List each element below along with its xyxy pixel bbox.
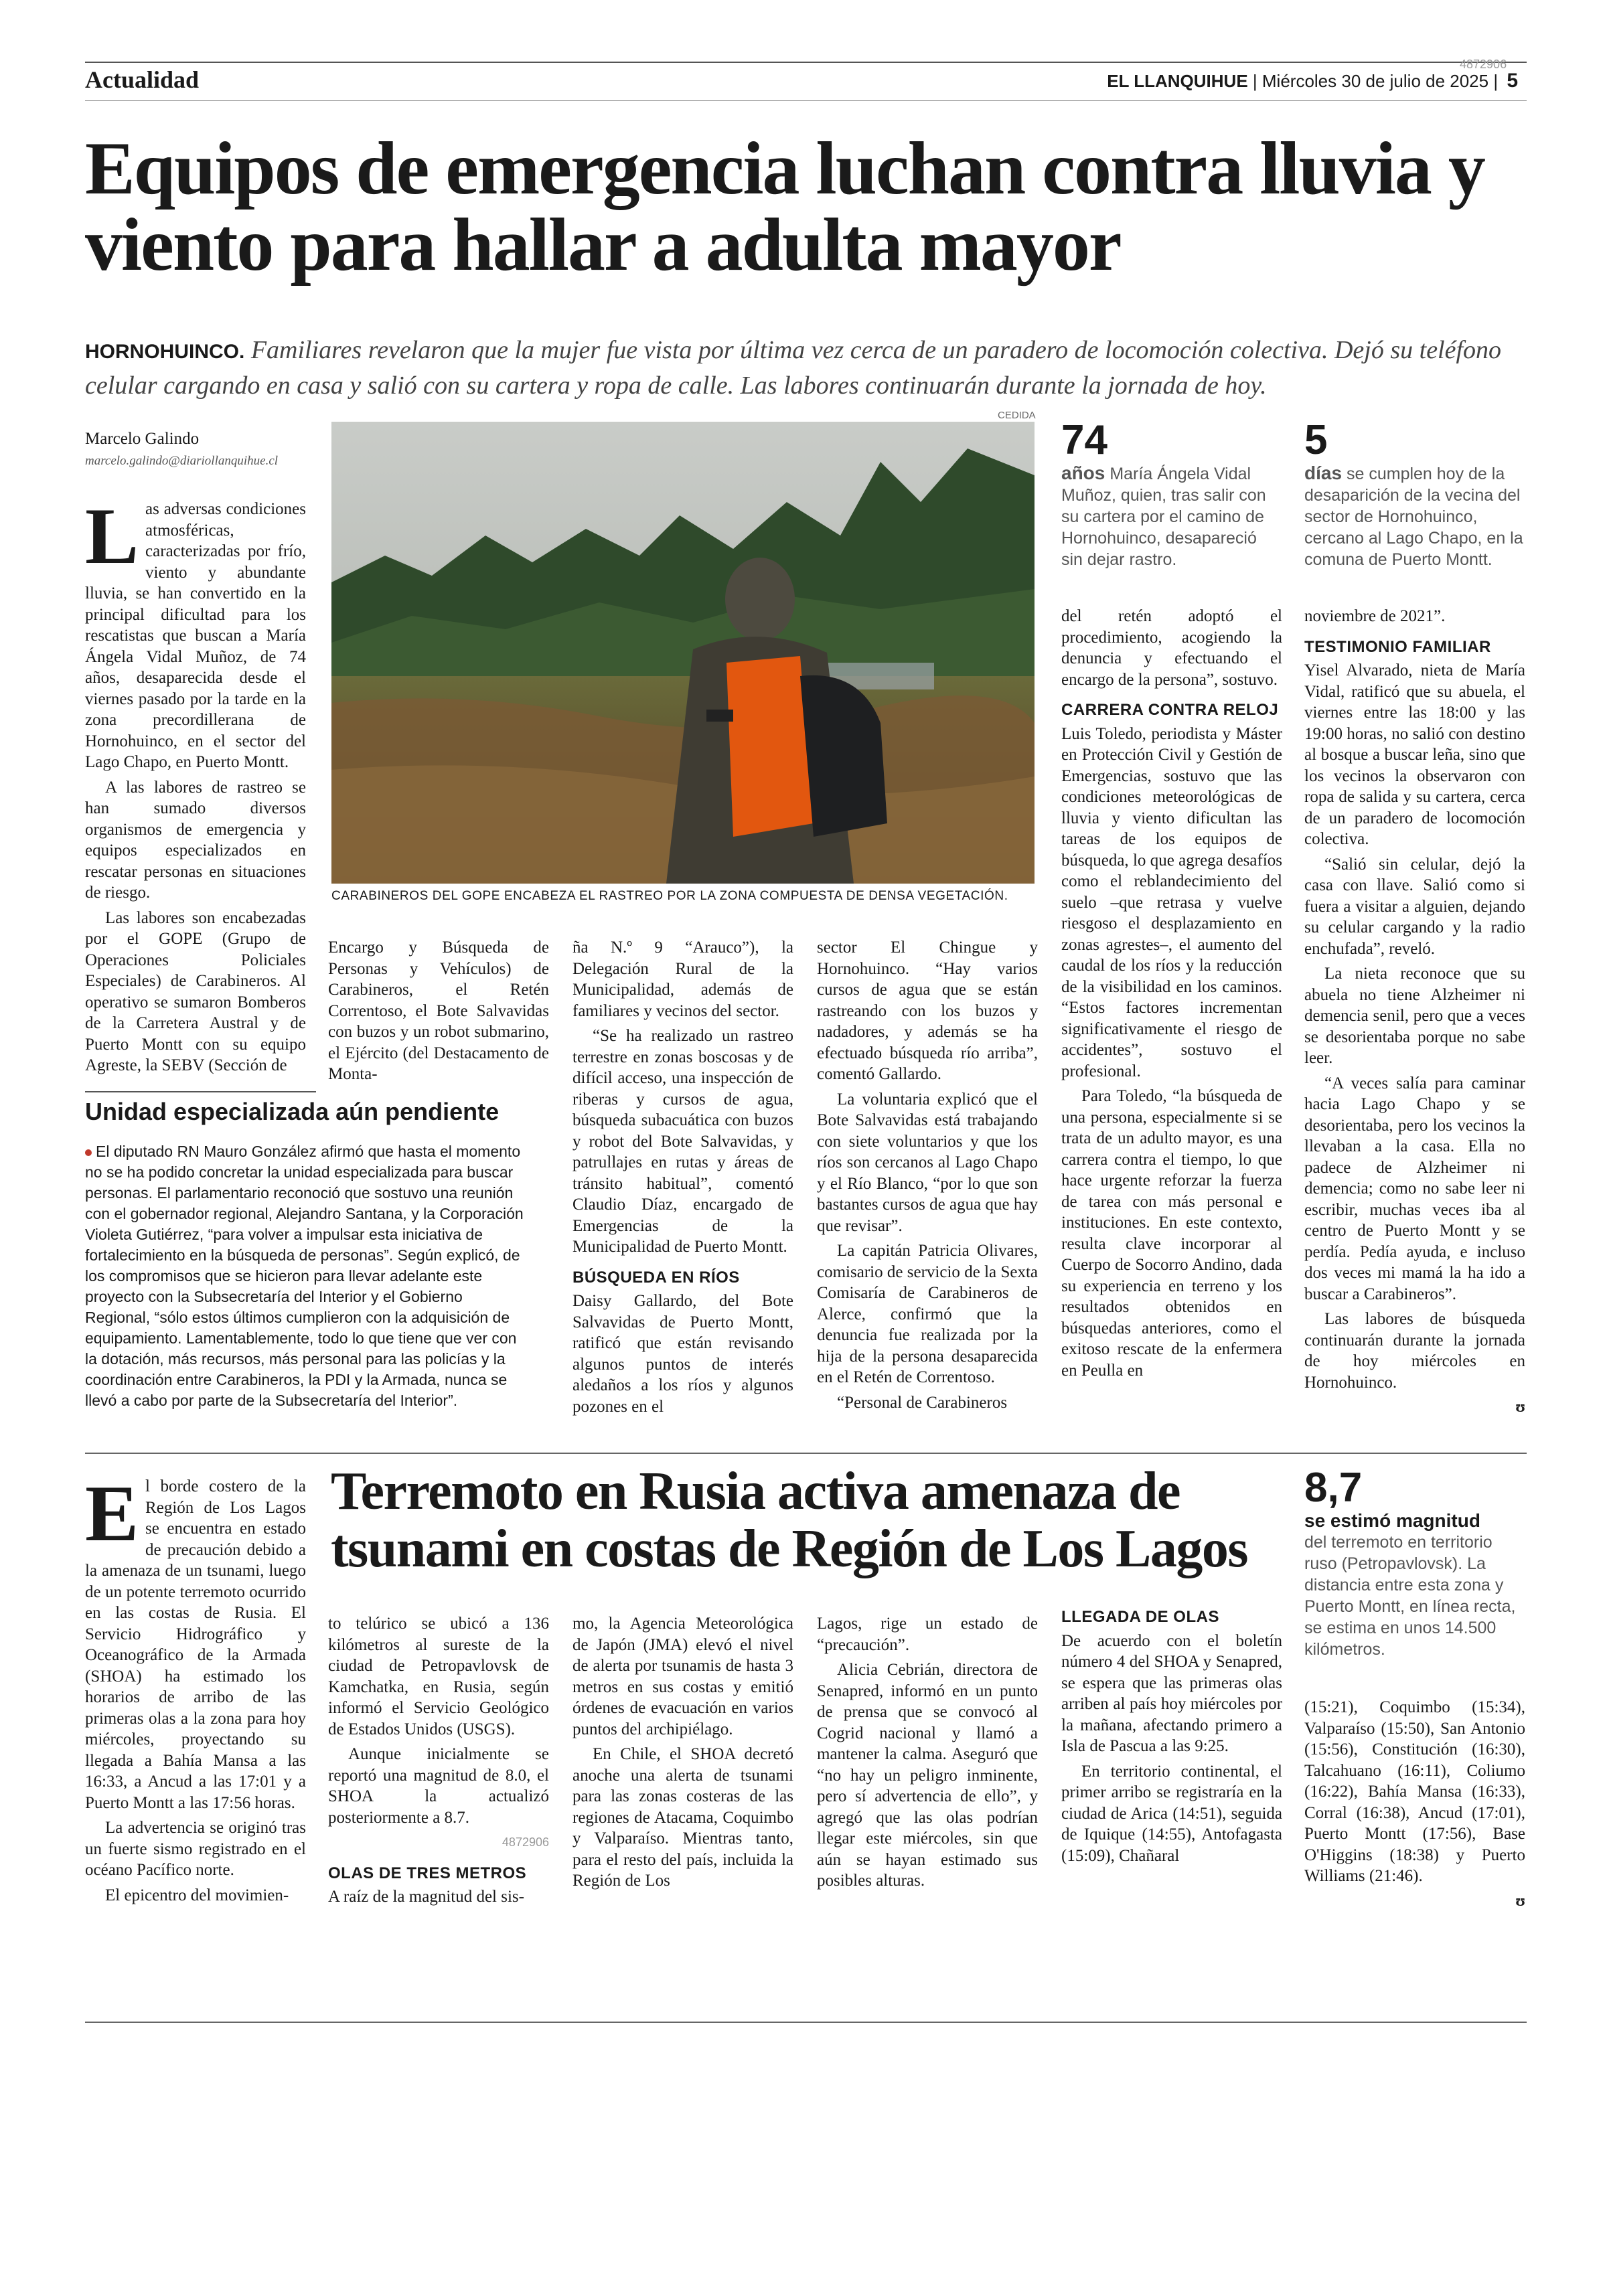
sidebox-body: El diputado RN Mauro González afirmó que hasta el momento no se ha podido concretar la unidad especializada para buscar personas. El parlamentario reconoció que sostuvo una reunión con el gobernador regional, Alejandro Santana, y la Corporación Violeta Gutiérrez, “para volver a impulsar esta iniciativa de fortalecimiento en la búsqueda de personas”. Según explicó, de los compromisos que se hicieron para llevar adelante este proyecto con la Subsecretaría del Interior y el Gobierno Regional, “sólo estos últimos cumplieron con la adquisición de equipamiento. Lamentablemente, todo lo que tiene que ver con la dotación, más recursos, más personal para las policías y la coordinación entre Carabineros, la PDI y la Armada, nunca se llevó a cabo por parte de la Subsecretaría del Interior”.: [85, 1143, 524, 1409]
paragraph: del retén adoptó el procedimiento, acogiendo la denuncia y efectuando el encargo de la persona”, sostuvo.: [1061, 607, 1282, 689]
stat-number: 5: [1304, 417, 1328, 463]
subheading: OLAS DE TRES METROS: [328, 1864, 527, 1882]
stat-number: 8,7: [1304, 1465, 1363, 1511]
article1-lead: [85, 333, 1531, 402]
subheading: TESTIMONIO FAMILIAR: [1304, 637, 1491, 656]
paragraph: A raíz de la magnitud del sis-: [328, 1888, 524, 1906]
stat-label: se estimó magnitud: [1304, 1510, 1480, 1531]
bullet-icon: [85, 1149, 92, 1156]
paragraph: La capitán Patricia Olivares, comisario de servicio de la Sexta Comisaría de Carabineros de Alerce, confirmó que la denuncia fue realizada por la hija de la persona desaparecida en el Retén de Correntoso.: [817, 1242, 1038, 1386]
article1-col5: [1061, 606, 1282, 1385]
paragraph: mo, la Agencia Meteorológica de Japón (JMA) elevó el nivel de alerta por tsunamis de hasta 3 metros en sus costas y emitió órdenes de evacuación en varios puntos del archipiélago.: [572, 1615, 793, 1738]
sidebox-text: [85, 1141, 527, 1411]
paragraph: De acuerdo con el boletín número 4 del SHOA y Senapred, se espera que las primeras olas arriben al país hoy miércoles por la mañana, afectando primero a Isla de Pascua a las 9:25.: [1061, 1631, 1282, 1755]
article2-col3: [572, 1613, 793, 1896]
issue-date: Miércoles 30 de julio de 2025: [1261, 71, 1489, 91]
paragraph: En Chile, el SHOA decretó anoche una alerta de tsunami para las zonas costeras de las regiones de Atacama, Coquimbo y Valparaíso. Mientras tanto, para el resto del país, incluida la Región de Los: [572, 1745, 793, 1890]
article1-col6: [1304, 606, 1525, 1418]
article2-col4: [817, 1613, 1038, 1896]
rescuer-forest-photo: [331, 422, 1035, 884]
paragraph: La nieta reconoce que su abuela no tiene Alzheimer ni demencia senil, pero que a veces se desorientaba porque no sabe leer.: [1304, 965, 1525, 1067]
article1-col1: [85, 491, 306, 1080]
paragraph: ña N.º 9 “Arauco”), la Delegación Rural de la Municipalidad, además de familiares y vecinos del sector.: [572, 938, 793, 1020]
paragraph: Daisy Gallardo, del Bote Salvavidas de Puerto Montt, ratificó que están revisando algunos puntos de interés aledaños a los ríos y algunos pozones en el: [572, 1292, 793, 1416]
stat-days: [1304, 418, 1525, 570]
article2-col2: [328, 1613, 549, 1912]
lead-keyword: HORNOHUINCO.: [85, 341, 245, 363]
paragraph: (15:21), Coquimbo (15:34), Valparaíso (15:50), San Antonio (15:56), Constitución (16:30), Talcahuano (16:11), Coliumo (16:22), Bahía Mansa (16:33), Corral (16:38), Ancud (17:01), Puerto Montt (17:56), Base O'Higgins (18:38) y Puerto Williams (21:46).: [1304, 1698, 1525, 1885]
article2-headline: Terremoto en Rusia activa amenaza de tsunami en costas de Región de Los Lagos: [331, 1462, 1248, 1578]
dropcap: E: [85, 1469, 139, 1558]
publication-name: EL LLANQUIHUE: [1107, 71, 1248, 91]
stat-text: se cumplen hoy de la desaparición de la vecina del sector de Hornohuinco, cercano al Lago Chapo, en la comuna de Puerto Montt.: [1304, 465, 1523, 569]
paragraph: “Personal de Carabineros: [837, 1393, 1008, 1412]
stat-text: del terremoto en territorio ruso (Petropavlovsk). La distancia entre esta zona y Puerto Montt, en línea recta, se estima en unos 14.500 kilómetros.: [1304, 1533, 1516, 1659]
subheading: LLEGADA DE OLAS: [1061, 1608, 1219, 1626]
paragraph: Las labores son encabezadas por el GOPE (Grupo de Operaciones Policiales Especiales) de Carabineros. Al operativo se sumaron Bomberos de la Carretera Austral y de Puerto Montt con su equipo Agreste, la SEBV (Sección de: [85, 908, 306, 1074]
stat-text: María Ángela Vidal Muñoz, quien, tras salir con su cartera por el camino de Hornohuinco, desapareció sin dejar rastro.: [1061, 465, 1266, 569]
article1-headline: Equipos de emergencia luchan contra lluvia y viento para hallar a adulta mayor: [85, 127, 1484, 286]
stat-label: años: [1061, 463, 1105, 483]
page-stamp: 4872906: [1460, 58, 1507, 71]
paragraph: Encargo y Búsqueda de Personas y Vehículos) de Carabineros, el Retén Correntoso, el Bote Salvavidas con buzos y un robot submarino, el Ejército (del Destacamento de Monta-: [328, 938, 549, 1083]
author-name: Marcelo Galindo: [85, 430, 200, 448]
paragraph: sector El Chingue y Hornohuinco. “Hay varios cursos de agua que se están rastreando con los buzos y nadadores, y además se ha efectuado búsqueda río arriba”, comentó Gallardo.: [817, 938, 1038, 1083]
paragraph: Aunque inicialmente se reportó una magnitud de 8.0, el SHOA la actualizó posteriormente a 8.7.: [328, 1745, 549, 1827]
article1-col3: [572, 937, 793, 1421]
paragraph: Las labores de búsqueda continuarán durante la jornada de hoy miércoles en Hornohuinco.: [1304, 1310, 1525, 1392]
stat-number: 74: [1061, 417, 1107, 463]
article1-col2: [328, 937, 549, 1089]
paragraph: Lagos, rige un estado de “precaución”.: [817, 1615, 1038, 1654]
paragraph: to telúrico se ubicó a 136 kilómetros al sureste de la ciudad de Petropavlovsk de Kamchatka, en Rusia, según informó el Servicio Geológico de Estados Unidos (USGS).: [328, 1615, 549, 1738]
end-mark: ʊ: [1515, 1892, 1525, 1910]
subheading: BÚSQUEDA EN RÍOS: [572, 1268, 740, 1287]
author-email: marcelo.galindo@diariollanquihue.cl: [85, 454, 279, 468]
stat-label: días: [1304, 463, 1343, 483]
paragraph: Yisel Alvarado, nieta de María Vidal, ratificó que su abuela, el viernes entre las 18:00 y las 19:00 horas, no salió con destino al bosque a buscar leña, sino que los vecinos la observaron con ropa de salida y su cartera, cerca de un paradero de locomoción colectiva.: [1304, 661, 1525, 848]
article2-col5: [1061, 1607, 1282, 1870]
sidebox-title: Unidad especializada aún pendiente: [85, 1098, 500, 1125]
page-stamp: 4872906: [502, 1835, 549, 1849]
photo-credit: CEDIDA: [998, 410, 1036, 421]
masthead: EL LLANQUIHUE | Miércoles 30 de julio de 2025 | 5: [1107, 70, 1518, 92]
page-number: 5: [1507, 70, 1518, 92]
section-label: Actualidad: [85, 66, 200, 93]
paragraph: as adversas condiciones atmosféricas, caracterizadas por frío, viento y abundante lluvia, se han convertido en la principal dificultad para los rescatistas que buscan a María Ángela Vidal Muñoz, de 74 años, desaparecida desde el viernes pasado por la tarde en la zona precordillerana de Hornohuinco, en el sector del Lago Chapo, en Puerto Montt.: [85, 500, 306, 771]
end-mark: ʊ: [1515, 1398, 1525, 1416]
article1-col4: [817, 937, 1038, 1417]
subheading: CARRERA CONTRA RELOJ: [1061, 701, 1279, 719]
article2-col6: [1304, 1697, 1525, 1912]
paragraph: La voluntaria explicó que el Bote Salvavidas está trabajando con siete voluntarios y que los ríos son cercanos al Lago Chapo y el Río Blanco, “por lo que son bastantes cursos de agua que hay que revisar”.: [817, 1090, 1038, 1235]
paragraph: “Salió sin celular, dejó la casa con llave. Salió como si fuera a visitar a alguien, dejando su celular cargando y la radio enchufada”, reveló.: [1304, 855, 1525, 958]
paragraph: A las labores de rastreo se han sumado diversos organismos de emergencia y equipos especializados en rescatar personas en situaciones de riesgo.: [85, 778, 306, 902]
article2-col1: [85, 1469, 306, 1910]
paragraph: La advertencia se originó tras un fuerte sismo registrado en el océano Pacífico norte.: [85, 1819, 306, 1879]
paragraph: l borde costero de la Región de Los Lagos se encuentra en estado de precaución debido a la amenaza de un tsunami, luego de un potente terremoto ocurrido en las costas de Rusia. El Servicio Hidrográfico y Oceanográfico de la Armada (SHOA) ha estimado los horarios de arribo de las primeras olas a la zona para hoy miércoles, proyectando su llegada a Bahía Mansa a las 16:33, a Ancud a las 17:01 y a Puerto Montt a las 17:56 horas.: [85, 1477, 306, 1812]
paragraph: Luis Toledo, periodista y Máster en Protección Civil y Gestión de Emergencias, sostuvo que las condiciones meteorológicas de lluvia y viento dificultan las tareas de los equipos de búsqueda, lo que agrega desafíos como el reblandecimiento del suelo –que retrasa y vuelve riesgoso el desplazamiento en zonas agrestes–, el aumento del caudal de los ríos y la reducción de la visibilidad en los caminos. “Estos factores incrementan significativamente el riesgo de accidentes”, sostuvo el profesional.: [1061, 724, 1282, 1080]
paragraph: noviembre de 2021”.: [1304, 607, 1446, 625]
stat-age: [1061, 418, 1282, 570]
paragraph: “Se ha realizado un rastreo terrestre en zonas boscosas y de difícil acceso, una inspección de riberas y cursos de agua, búsqueda subacuática con buzos y robot del Bote Salvavidas, y patrullajes en rutas y áreas de tránsito habitual”, comentó Claudio Díaz, encargado de Emergencias de la Municipalidad de Puerto Montt.: [572, 1027, 793, 1256]
lead-text: Familiares revelaron que la mujer fue vista por última vez cerca de un paradero de locomoción colectiva. Dejó su teléfono celular cargando en casa y salió con su cartera y ropa de calle. Las labores continuarán durante la jornada de hoy.: [85, 336, 1502, 400]
photo-caption: CARABINEROS DEL GOPE ENCABEZA EL RASTREO POR LA ZONA COMPUESTA DE DENSA VEGETACIÓN.: [331, 889, 1008, 903]
paragraph: En territorio continental, el primer arribo se registraría en la ciudad de Arica (14:51), seguida de Iquique (14:55), Antofagasta (15:09), Chañaral: [1061, 1762, 1282, 1865]
dropcap: L: [85, 491, 139, 580]
paragraph: Para Toledo, “la búsqueda de una persona, especialmente si se trata de un adulto mayor, es una carrera contra el tiempo, lo que hace urgente reforzar la fuerza de tarea con más personal e instituciones. En este contexto, resulta clave incorporar al Cuerpo de Socorro Andino, dada su experiencia en terreno y los resultados obtenidos en búsquedas anteriores, como el exitoso rescate de la enfermera en Peulla en: [1061, 1087, 1282, 1380]
stat-magnitude: [1304, 1466, 1525, 1660]
paragraph: Alicia Cebrián, directora de Senapred, informó en un punto de prensa que se convocó al Cogrid nacional y llamó a mantener la calma. Aseguró que “no hay un peligro inminente, pero sí advertencia de ello”, y agregó que las olas podrían llegar este miércoles, sin que aún se hayan estimado sus posibles alturas.: [817, 1661, 1038, 1890]
paragraph: El epicentro del movimien-: [105, 1886, 289, 1904]
paragraph: “A veces salía para caminar hacia Lago Chapo y se desorientaba, pero los vecinos la llevaban a la casa. Ella no padece de Alzheimer ni demencia; como no sabe leer ni escribir, muchas veces iba al centro de Puerto Montt y se perdía. Pedía ayuda, e incluso dos veces mi mamá la ha ido a buscar a Carabineros”.: [1304, 1074, 1525, 1303]
